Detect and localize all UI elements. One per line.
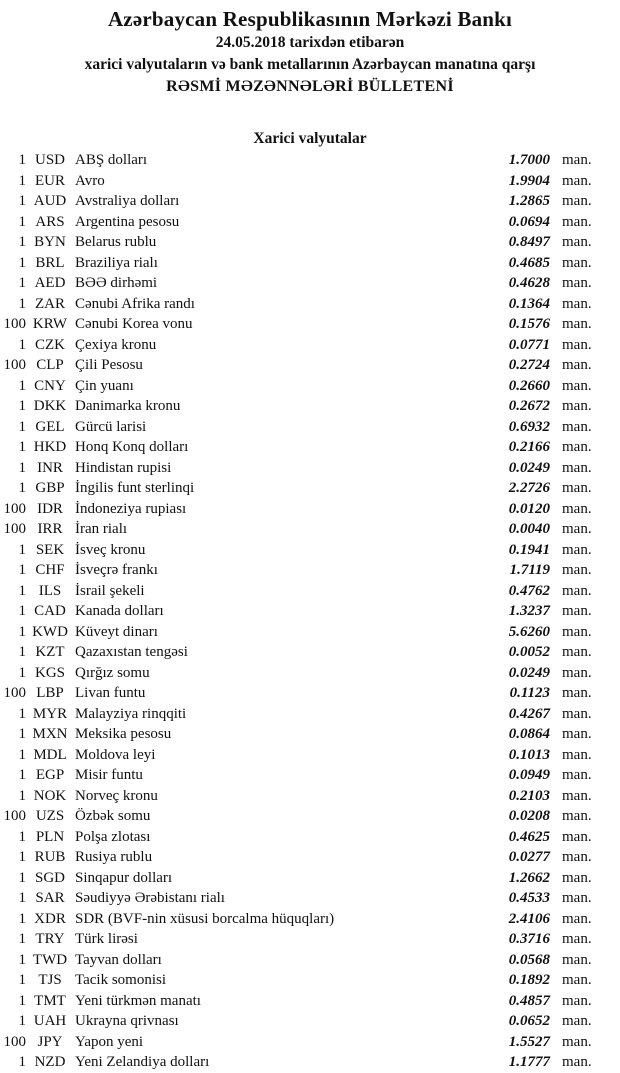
quantity: 1 [18, 767, 26, 783]
quantity: 1 [18, 726, 26, 742]
currency-name: Çin yuanı [75, 377, 134, 394]
rate-value: 0.0864 [508, 726, 550, 742]
currency-name: Yeni türkmən manatı [75, 992, 201, 1009]
table-row [0, 540, 594, 561]
rate-value: 1.7000 [508, 152, 550, 168]
quantity: 1 [18, 398, 26, 414]
table-row [0, 1011, 594, 1032]
rate-value: 0.0249 [508, 664, 550, 681]
rate-value: 0.1364 [508, 295, 550, 312]
quantity: 1 [18, 234, 26, 250]
quantity: 1 [18, 623, 26, 640]
unit-label: man. [562, 849, 592, 865]
currency-code: EUR [35, 172, 65, 189]
currency-code: TJS [38, 972, 62, 988]
table-row [0, 396, 594, 417]
unit-label: man. [562, 767, 592, 783]
currency-name: ABŞ dolları [75, 152, 148, 168]
unit-label: man. [562, 828, 592, 845]
unit-label: man. [562, 931, 592, 947]
currency-name: Tayvan dolları [75, 951, 162, 968]
unit-label: man. [562, 951, 592, 968]
unit-label: man. [562, 726, 592, 742]
currency-name: Avro [75, 172, 105, 189]
rate-value: 0.0694 [508, 213, 550, 230]
rate-value: 1.5527 [508, 1033, 550, 1050]
table-row [0, 478, 594, 499]
quantity: 100 [3, 1033, 26, 1050]
currency-name: Danimarka kronu [75, 398, 181, 414]
quantity: 1 [18, 480, 26, 496]
unit-label: man. [562, 500, 592, 517]
unit-label: man. [562, 459, 592, 476]
table-row [0, 1052, 594, 1073]
currency-code: KZT [35, 644, 65, 660]
currency-code: MXN [32, 726, 68, 742]
unit-label: man. [562, 603, 592, 619]
currency-name: Avstraliya dolları [75, 193, 180, 209]
unit-label: man. [562, 439, 592, 455]
bulletin-title: RƏSMİ MƏZƏNNƏLƏRİ BÜLLETENİ [166, 78, 454, 95]
unit-label: man. [562, 1013, 592, 1029]
currency-code: CZK [35, 336, 65, 353]
currency-name: Cənubi Afrika randı [75, 295, 195, 312]
quantity: 1 [18, 787, 26, 804]
quantity: 1 [18, 377, 26, 394]
unit-label: man. [562, 972, 592, 988]
rate-value: 1.1777 [508, 1054, 550, 1070]
currency-name: Moldova leyi [75, 746, 156, 763]
unit-label: man. [562, 316, 592, 332]
currency-name: İsrail şekeli [75, 582, 145, 599]
quantity: 100 [3, 316, 26, 332]
rate-value: 0.1576 [508, 316, 550, 332]
currency-name: İndoneziya rupiası [75, 500, 187, 517]
currency-code: NZD [34, 1054, 66, 1070]
table-row [0, 437, 594, 458]
currency-code: GBP [35, 480, 65, 496]
currency-name: Polşa zlotası [75, 828, 151, 845]
rate-value: 0.4625 [508, 828, 550, 845]
rate-value: 0.0040 [508, 521, 550, 537]
currency-code: SGD [34, 869, 65, 886]
unit-label: man. [562, 336, 592, 353]
currency-name: Tacik somonisi [75, 972, 167, 988]
rate-value: 0.2672 [508, 398, 550, 414]
currency-code: GEL [35, 418, 65, 435]
currency-name: Çexiya kronu [75, 336, 157, 353]
table-row [0, 376, 594, 397]
currency-code: CLP [36, 357, 64, 373]
currency-name: İran rialı [75, 521, 128, 537]
table-row [0, 683, 594, 704]
section-title-foreign-currencies: Xarici valyutalar [253, 130, 367, 147]
rate-value: 0.3716 [508, 931, 550, 947]
currency-rates-table [0, 150, 620, 1073]
table-row [0, 724, 594, 745]
unit-label: man. [562, 787, 592, 804]
currency-name: Yeni Zelandiya dolları [75, 1054, 210, 1070]
quantity: 1 [18, 890, 26, 906]
unit-label: man. [562, 890, 592, 906]
table-row [0, 704, 594, 725]
rate-value: 0.4267 [508, 705, 550, 722]
rate-value: 2.2726 [508, 480, 550, 496]
quantity: 1 [18, 705, 26, 722]
currency-name: Gürcü larisi [75, 418, 147, 435]
quantity: 1 [18, 828, 26, 845]
quantity: 100 [3, 521, 26, 537]
rate-value: 0.2166 [508, 439, 550, 455]
currency-code: CNY [34, 377, 66, 394]
unit-label: man. [562, 172, 592, 189]
quantity: 1 [18, 1013, 26, 1029]
quantity: 1 [18, 459, 26, 476]
table-row [0, 642, 594, 663]
rate-value: 0.4628 [508, 275, 550, 291]
unit-label: man. [562, 746, 592, 763]
rate-value: 0.6932 [508, 418, 550, 435]
quantity: 1 [18, 931, 26, 947]
currency-code: MYR [32, 705, 68, 722]
currency-name: Özbək somu [75, 808, 151, 824]
rate-value: 0.1892 [508, 972, 550, 988]
table-row [0, 806, 594, 827]
currency-code: PLN [35, 828, 65, 845]
currency-name: Meksika pesosu [75, 726, 172, 742]
unit-label: man. [562, 418, 592, 435]
unit-label: man. [562, 685, 592, 701]
quantity: 1 [18, 172, 26, 189]
table-row [0, 745, 594, 766]
quantity: 1 [18, 213, 26, 230]
currency-name: Səudiyyə Ərəbistanı rialı [75, 890, 225, 906]
rate-value: 1.2865 [508, 193, 550, 209]
rate-value: 0.0052 [508, 644, 550, 660]
quantity: 1 [18, 541, 26, 558]
quantity: 1 [18, 295, 26, 312]
rate-value: 0.4685 [508, 254, 550, 271]
quantity: 1 [18, 746, 26, 763]
table-row [0, 601, 594, 622]
table-row [0, 868, 594, 889]
rate-value: 0.0771 [508, 336, 550, 353]
currency-name: Qırğız somu [75, 664, 150, 681]
currency-code: BYN [34, 234, 66, 250]
currency-name: Braziliya rialı [75, 254, 158, 271]
table-row [0, 970, 594, 991]
currency-name: Türk lirəsi [75, 931, 138, 947]
currency-name: Malayziya rinqqiti [75, 705, 187, 722]
currency-code: INR [37, 459, 63, 476]
scope-line: xarici valyutaların və bank metallarının Azərbaycan manatına qarşı [84, 56, 536, 73]
currency-code: HKD [33, 439, 67, 455]
currency-name: Honq Konq dolları [75, 439, 189, 455]
unit-label: man. [562, 582, 592, 599]
currency-code: IRR [37, 521, 63, 537]
rate-value: 0.0568 [508, 951, 550, 968]
unit-label: man. [562, 562, 592, 578]
rate-value: 0.0949 [508, 767, 550, 783]
currency-name: Belarus rublu [75, 234, 157, 250]
currency-code: DKK [33, 398, 67, 414]
currency-code: CHF [35, 562, 65, 578]
currency-code: LBP [36, 685, 64, 701]
table-row [0, 888, 594, 909]
quantity: 1 [18, 275, 26, 291]
rate-value: 0.0208 [508, 808, 550, 824]
unit-label: man. [562, 152, 592, 168]
rate-value: 0.0652 [508, 1013, 550, 1029]
quantity: 1 [18, 152, 26, 168]
quantity: 1 [18, 418, 26, 435]
quantity: 1 [18, 951, 26, 968]
bulletin-header [0, 0, 620, 98]
unit-label: man. [562, 254, 592, 271]
currency-code: RUB [34, 849, 66, 865]
quantity: 100 [3, 685, 26, 701]
currency-code: ZAR [35, 295, 65, 312]
rate-value: 0.8497 [508, 234, 550, 250]
unit-label: man. [562, 910, 592, 927]
currency-name: Küveyt dinarı [75, 623, 158, 640]
table-row [0, 191, 594, 212]
table-row [0, 991, 594, 1012]
quantity: 1 [18, 910, 26, 927]
currency-code: UAH [33, 1013, 67, 1029]
rate-value: 1.7119 [509, 562, 550, 578]
bank-name-title: Azərbaycan Respublikasının Mərkəzi Bankı [107, 7, 513, 31]
currency-code: SEK [35, 541, 65, 558]
rate-value: 0.0277 [508, 849, 550, 865]
unit-label: man. [562, 1054, 592, 1070]
currency-name: Hindistan rupisi [75, 459, 172, 476]
currency-code: AUD [33, 193, 67, 209]
table-row [0, 273, 594, 294]
rate-value: 0.1013 [508, 746, 550, 763]
unit-label: man. [562, 377, 592, 394]
currency-code: CAD [34, 603, 66, 619]
currency-code: KGS [34, 664, 65, 681]
quantity: 1 [18, 644, 26, 660]
unit-label: man. [562, 480, 592, 496]
currency-name: BƏƏ dirhəmi [75, 275, 158, 291]
currency-code: TWD [32, 951, 68, 968]
table-row [0, 232, 594, 253]
currency-name: İsveçrə frankı [75, 562, 158, 578]
quantity: 100 [3, 808, 26, 824]
table-row [0, 314, 594, 335]
unit-label: man. [562, 705, 592, 722]
currency-code: ARS [35, 213, 65, 230]
currency-name: İngilis funt sterlinqi [75, 480, 195, 496]
currency-name: İsveç kronu [75, 541, 146, 558]
table-row [0, 663, 594, 684]
rate-value: 0.4762 [508, 582, 550, 599]
currency-name: SDR (BVF-nin xüsusi borcalma hüquqları) [75, 910, 335, 927]
table-row [0, 171, 594, 192]
rate-value: 1.9904 [508, 172, 550, 189]
table-row [0, 929, 594, 950]
currency-code: XDR [34, 910, 66, 927]
quantity: 1 [18, 582, 26, 599]
quantity: 1 [18, 869, 26, 886]
currency-name: Cənubi Korea vonu [75, 316, 193, 332]
quantity: 1 [18, 562, 26, 578]
unit-label: man. [562, 992, 592, 1009]
table-row [0, 519, 594, 540]
quantity: 1 [18, 992, 26, 1009]
quantity: 100 [3, 500, 26, 517]
table-row [0, 909, 594, 930]
quantity: 1 [18, 664, 26, 681]
currency-code: BRL [35, 254, 65, 271]
unit-label: man. [562, 357, 592, 373]
table-row [0, 150, 594, 171]
quantity: 1 [18, 1054, 26, 1070]
unit-label: man. [562, 1033, 592, 1050]
rate-value: 0.2724 [508, 357, 550, 373]
currency-code: NOK [33, 787, 67, 804]
currency-code: ILS [38, 582, 62, 599]
unit-label: man. [562, 234, 592, 250]
table-row [0, 786, 594, 807]
rate-value: 0.0120 [508, 500, 550, 517]
unit-label: man. [562, 275, 592, 291]
table-row [0, 581, 594, 602]
table-row [0, 847, 594, 868]
table-row [0, 355, 594, 376]
effective-date-line: 24.05.2018 tarixdən etibarən [215, 34, 405, 51]
currency-name: Yapon yeni [75, 1033, 144, 1050]
currency-code: MDL [33, 746, 67, 763]
currency-name: Qazaxıstan tengəsi [75, 644, 188, 660]
rate-value: 0.4533 [508, 890, 550, 906]
rate-value: 0.4857 [508, 992, 550, 1009]
unit-label: man. [562, 869, 592, 886]
table-row [0, 499, 594, 520]
rate-value: 0.2103 [508, 787, 550, 804]
currency-code: EGP [35, 767, 65, 783]
table-row [0, 1032, 594, 1053]
unit-label: man. [562, 623, 592, 640]
unit-label: man. [562, 521, 592, 537]
currency-name: Norveç kronu [75, 787, 158, 804]
unit-label: man. [562, 213, 592, 230]
currency-code: USD [34, 152, 65, 168]
unit-label: man. [562, 644, 592, 660]
currency-code: UZS [35, 808, 65, 824]
unit-label: man. [562, 808, 592, 824]
quantity: 100 [3, 357, 26, 373]
currency-name: Argentina pesosu [75, 213, 180, 230]
table-row [0, 827, 594, 848]
rate-value: 0.1941 [508, 541, 550, 558]
currency-code: JPY [37, 1033, 63, 1050]
table-row [0, 950, 594, 971]
rate-value: 5.6260 [508, 623, 550, 640]
currency-code: AED [34, 275, 66, 291]
rate-value: 0.1123 [509, 685, 550, 701]
table-row [0, 560, 594, 581]
quantity: 1 [18, 603, 26, 619]
rate-value: 0.0249 [508, 459, 550, 476]
unit-label: man. [562, 664, 592, 681]
table-row [0, 765, 594, 786]
table-row [0, 212, 594, 233]
table-row [0, 294, 594, 315]
rate-value: 0.2660 [508, 377, 550, 394]
table-row [0, 335, 594, 356]
currency-code: TMT [34, 992, 66, 1009]
quantity: 1 [18, 972, 26, 988]
rate-value: 1.3237 [508, 603, 550, 619]
currency-code: IDR [37, 500, 63, 517]
currency-code: SAR [35, 890, 65, 906]
quantity: 1 [18, 254, 26, 271]
currency-name: Livan funtu [75, 685, 146, 701]
table-row [0, 417, 594, 438]
unit-label: man. [562, 295, 592, 312]
currency-name: Çili Pesosu [75, 357, 143, 373]
unit-label: man. [562, 193, 592, 209]
table-row [0, 458, 594, 479]
currency-name: Kanada dolları [75, 603, 164, 619]
currency-code: KRW [32, 316, 68, 332]
table-row [0, 253, 594, 274]
unit-label: man. [562, 398, 592, 414]
quantity: 1 [18, 336, 26, 353]
currency-name: Misir funtu [75, 767, 143, 783]
rate-value: 1.2662 [508, 869, 550, 886]
unit-label: man. [562, 541, 592, 558]
quantity: 1 [18, 439, 26, 455]
currency-code: TRY [35, 931, 65, 947]
quantity: 1 [18, 849, 26, 865]
currency-name: Sinqapur dolları [75, 869, 173, 886]
quantity: 1 [18, 193, 26, 209]
currency-name: Rusiya rublu [75, 849, 153, 865]
currency-name: Ukrayna qrivnası [75, 1013, 179, 1029]
rate-value: 2.4106 [508, 910, 550, 927]
table-row [0, 622, 594, 643]
currency-code: KWD [32, 623, 68, 640]
